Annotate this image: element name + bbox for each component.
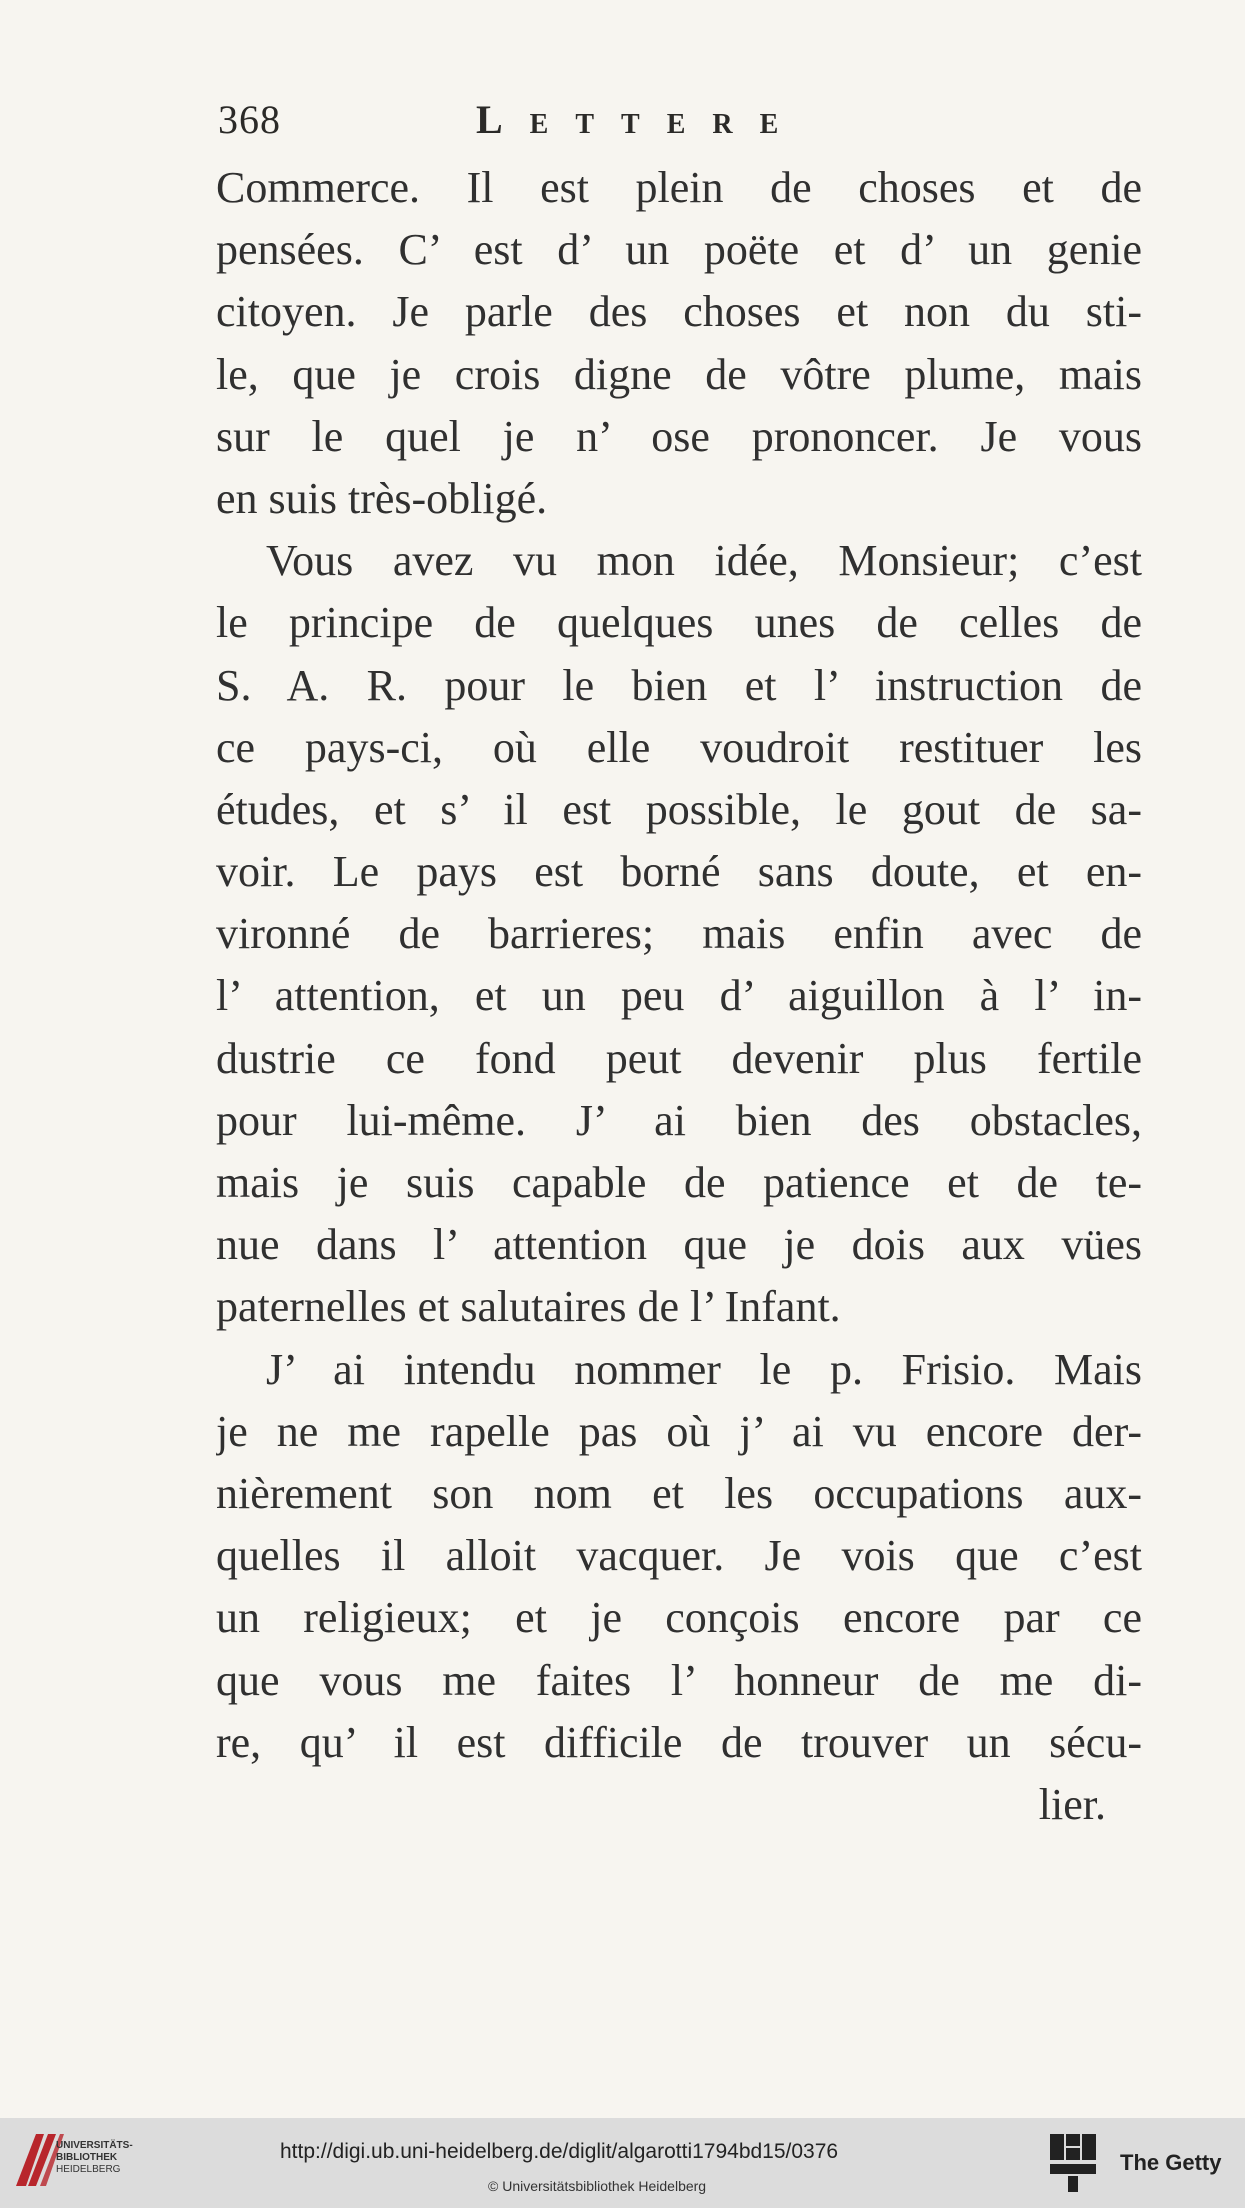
- text-line: re, qu’ il est difficile de trouver un sécu-: [216, 1717, 1142, 1767]
- running-title: Lettere: [476, 97, 806, 142]
- text-line: nue dans l’ attention que je dois aux vües: [216, 1220, 1142, 1270]
- viewer-footer: [0, 2118, 1245, 2208]
- text-line: Commerce. Il est plein de choses et de: [216, 163, 1142, 212]
- text-line: le, que je crois digne de vôtre plume, mais: [216, 349, 1142, 399]
- getty-logo-icon: [1048, 2132, 1100, 2194]
- page-header: [218, 96, 1018, 156]
- permalink-url[interactable]: http://digi.ub.uni-heidelberg.de/diglit/algarotti1794bd15/0376: [280, 2140, 839, 2163]
- library-name-line: UNIVERSITÄTS-: [56, 2140, 133, 2151]
- text-line: études, et s’ il est possible, le gout de sa-: [216, 784, 1142, 834]
- library-name: [56, 2140, 133, 2176]
- page-number: 368: [218, 97, 281, 142]
- library-name-line: BIBLIOTHEK: [56, 2152, 118, 2163]
- text-line: ce pays-ci, où elle voudroit restituer les: [216, 722, 1142, 772]
- text-line: paternelles et salutaires de l’ Infant.: [216, 1282, 841, 1332]
- text-line: vironné de barrieres; mais enfin avec de: [216, 909, 1142, 959]
- text-line: voir. Le pays est borné sans doute, et en-: [216, 847, 1142, 897]
- text-line: en suis très-obligé.: [216, 473, 548, 523]
- text-line: l’ attention, et un peu d’ aiguillon à l’ in-: [216, 971, 1142, 1021]
- partner-name[interactable]: The Getty: [1120, 2150, 1222, 2175]
- text-line: Vous avez vu mon idée, Monsieur; c’est: [266, 536, 1142, 586]
- library-name-line: HEIDELBERG: [56, 2164, 121, 2175]
- text-line: S. A. R. pour le bien et l’ instruction de: [216, 660, 1142, 710]
- text-line: nièrement son nom et les occupations aux-: [216, 1468, 1142, 1518]
- catchword: lier.: [1038, 1779, 1106, 1829]
- text-line: dustrie ce fond peut devenir plus fertile: [216, 1033, 1142, 1083]
- text-line: citoyen. Je parle des choses et non du sti-: [216, 287, 1142, 337]
- text-body: [216, 157, 1142, 1836]
- text-line: pour lui-même. J’ ai bien des obstacles,: [216, 1095, 1142, 1145]
- text-line: quelles il alloit vacquer. Je vois que c’est: [216, 1531, 1142, 1581]
- text-line: un religieux; et je conçois encore par ce: [216, 1593, 1142, 1643]
- text-line: J’ ai intendu nommer le p. Frisio. Mais: [266, 1344, 1142, 1394]
- text-line: mais je suis capable de patience et de te-: [216, 1158, 1142, 1207]
- text-line: pensées. C’ est d’ un poëte et d’ un genie: [216, 225, 1142, 275]
- copyright-notice: © Universitätsbibliothek Heidelberg: [488, 2178, 707, 2194]
- text-line: le principe de quelques unes de celles de: [216, 598, 1142, 648]
- text-line: sur le quel je n’ ose prononcer. Je vous: [216, 411, 1142, 461]
- text-line: que vous me faites l’ honneur de me di-: [216, 1655, 1142, 1705]
- text-line: je ne me rapelle pas où j’ ai vu encore der-: [216, 1406, 1142, 1456]
